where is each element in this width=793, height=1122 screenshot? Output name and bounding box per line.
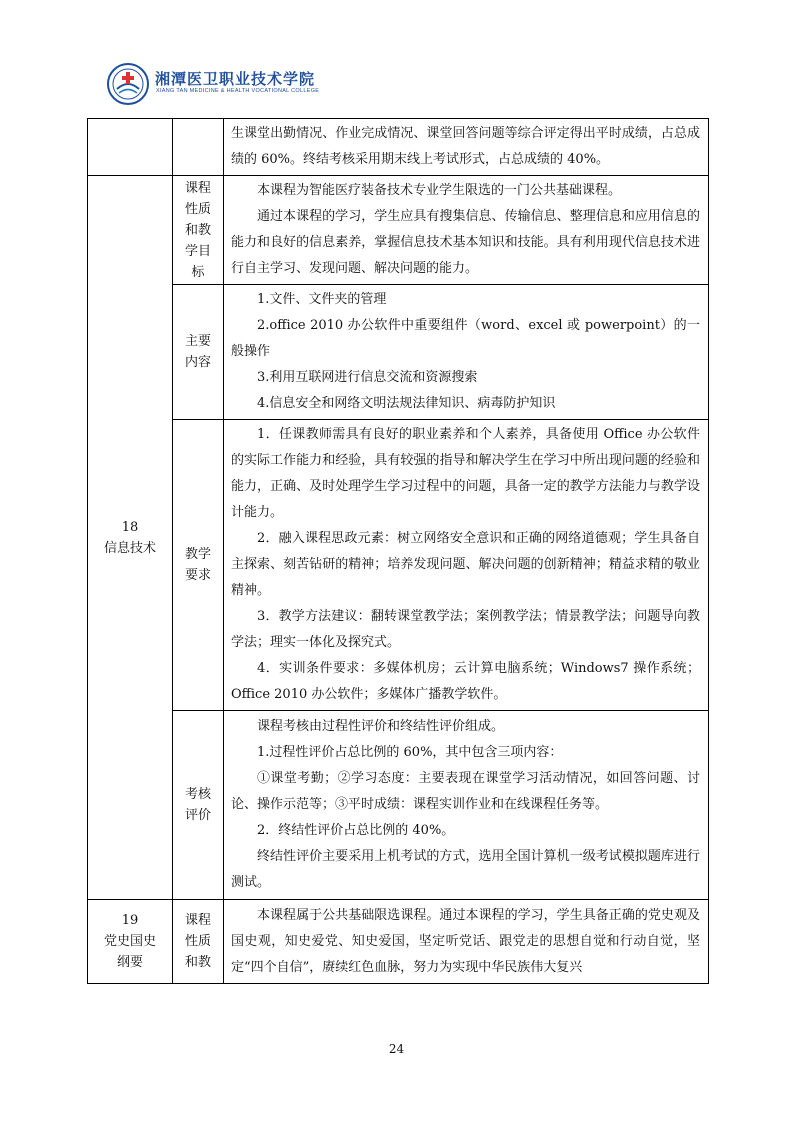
cell-empty [88, 119, 173, 176]
table-row [88, 711, 709, 900]
table-row [88, 420, 709, 711]
section-text [224, 420, 709, 711]
section-label: 教学 要求 [173, 420, 224, 711]
paragraph: 3.利用互联网进行信息交流和资源搜索 [257, 370, 478, 385]
course-name: 纲要 [116, 955, 143, 970]
section-text [224, 900, 709, 984]
paragraph: 4．实训条件要求：多媒体机房；云计算电脑系统；Windows7 操作系统；Office 2010 办公软件；多媒体广播教学软件。 [231, 661, 700, 702]
table-row [88, 285, 709, 420]
course-name: 党史国史 [103, 934, 156, 949]
school-name-en: XIANG TAN MEDICINE & HEALTH VOCATIONAL COLLEGE [156, 88, 320, 94]
paragraph: 本课程属于公共基础限选课程。通过本课程的学习，学生具备正确的党史观及国史观，知史爱党、知史爱国，坚定听党话、跟党走的思想自觉和行动自觉，坚定“四个自信”，赓续红色血脉，努力为实现中华民族伟大复兴 [231, 907, 700, 975]
paragraph: 2.office 2010 办公软件中重要组件（word、excel 或 powerpoint）的一般操作 [231, 318, 700, 359]
section-label: 主要 内容 [173, 285, 224, 420]
section-text [224, 711, 709, 900]
paragraph: 2．终结性评价占总比例的 40%。 [257, 823, 455, 838]
course-number: 19 [121, 913, 139, 928]
paragraph: 2．融入课程思政元素：树立网络安全意识和正确的网络道德观；学生具备自主探索、刻苦钻研的精神；培养发现问题、解决问题的创新精神；精益求精的敬业精神。 [231, 531, 700, 598]
page-number: 24 [388, 1042, 405, 1056]
course-id-cell [88, 176, 173, 900]
section-label: 考核 评价 [173, 711, 224, 900]
paragraph: 1.文件、文件夹的管理 [257, 292, 387, 307]
table-row [88, 900, 709, 984]
cell-empty [173, 119, 224, 176]
school-name: 湘潭医卫职业技术学院 [155, 70, 316, 88]
paragraph: 生课堂出勤情况、作业完成情况、课堂回答问题等综合评定得出平时成绩，占总成绩的 60%。终结考核采用期末线上考试形式，占总成绩的 40%。 [231, 126, 700, 167]
paragraph: 通过本课程的学习，学生应具有搜集信息、传输信息、整理信息和应用信息的能力和良好的信息素养，掌握信息技术基本知识和技能。具有利用现代信息技术进行自主学习、发现问题、解决问题的能力。 [231, 209, 700, 276]
college-logo-icon [106, 62, 150, 106]
section-text [224, 285, 709, 420]
paragraph: 1.过程性评价占总比例的 60%，其中包含三项内容： [257, 745, 563, 760]
section-text [224, 176, 709, 285]
course-number: 18 [121, 519, 139, 535]
paragraph: ①课堂考勤；②学习态度：主要表现在课堂学习活动情况，如回答问题、讨论、操作示范等；③平时成绩：课程实训作业和在线课程任务等。 [231, 771, 700, 812]
course-name: 信息技术 [103, 540, 156, 556]
cell-text [224, 119, 709, 176]
section-label: 课程 性质 和教 [173, 900, 224, 984]
course-id-cell [88, 900, 173, 984]
table-row [88, 176, 709, 285]
paragraph: 本课程为智能医疗装备技术专业学生限选的一门公共基础课程。 [257, 183, 622, 198]
paragraph: 1．任课教师需具有良好的职业素养和个人素养，具备使用 Office 办公软件的实际工作能力和经验，具有较强的指导和解决学生在学习中所出现问题的经验和能力，正确、及时处理学生学习过程中的问题，具备一定的教学方法能力与教学设计能力。 [231, 427, 700, 520]
course-table [87, 118, 709, 984]
section-label: 课程 性质 和教 学目 标 [173, 176, 224, 285]
paragraph: 4.信息安全和网络文明法规法律知识、病毒防护知识 [257, 396, 556, 411]
table-row [88, 119, 709, 176]
paragraph: 课程考核由过程性评价和终结性评价组成。 [257, 719, 505, 734]
paragraph: 3．教学方法建议：翻转课堂教学法；案例教学法；情景教学法；问题导向教学法；理实一体化及探究式。 [231, 609, 700, 650]
page-header [106, 60, 706, 108]
paragraph: 终结性评价主要采用上机考试的方式，选用全国计算机一级考试模拟题库进行测试。 [231, 849, 700, 890]
